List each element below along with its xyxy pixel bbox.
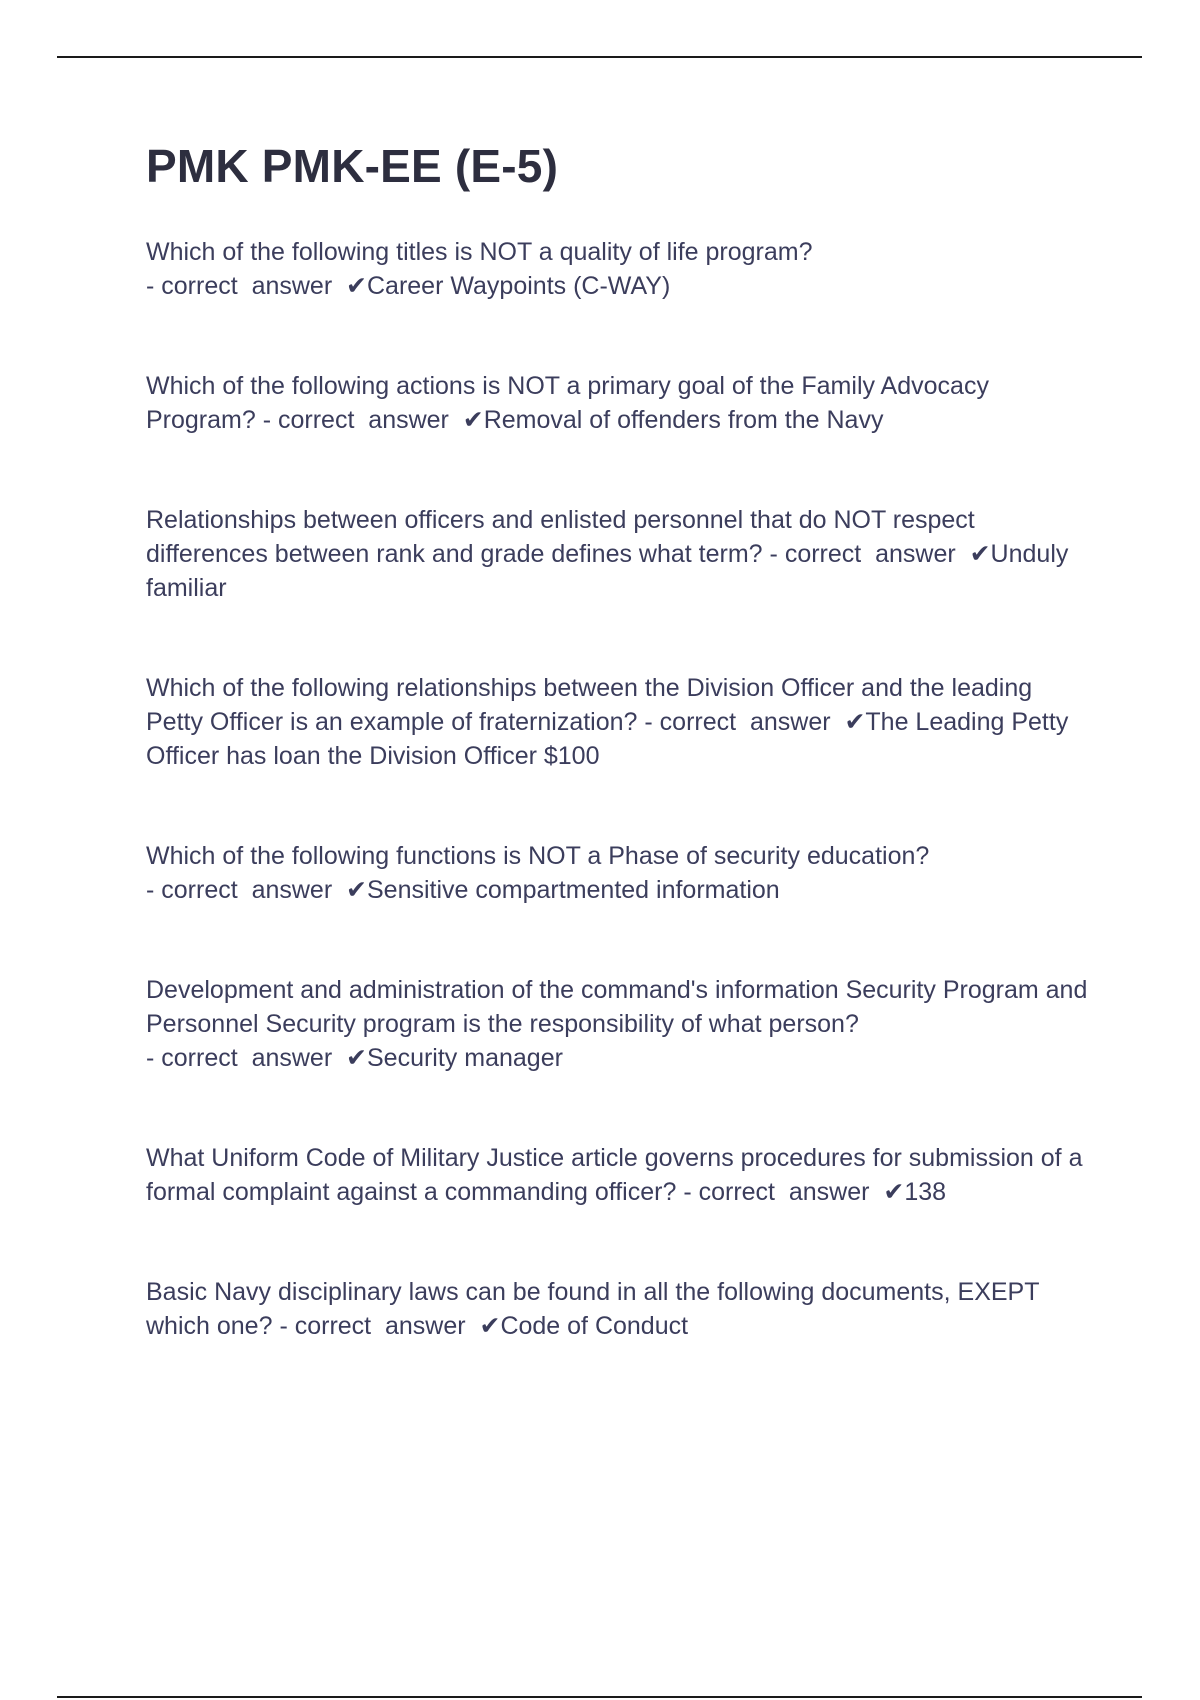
answer-marker: - correct answer ✔	[644, 707, 866, 736]
answer-marker: - correct answer ✔	[279, 1311, 501, 1340]
document-title: PMK PMK-EE (E-5)	[146, 140, 559, 192]
question-text: Development and administration of the command's information Security Program and Personnel Security program is the responsibility of what person?	[146, 975, 1088, 1038]
qa-item	[146, 973, 1096, 1075]
question-text: Basic Navy disciplinary laws can be found in all the following documents, EXEPT which one?	[146, 1277, 1040, 1340]
answer-text: Security manager	[367, 1043, 563, 1072]
qa-item	[146, 671, 1096, 773]
qa-item	[146, 369, 1096, 437]
qa-item	[146, 839, 1096, 907]
answer-marker: - correct answer ✔	[769, 539, 991, 568]
answer-text: Sensitive compartmented information	[367, 875, 780, 904]
question-text: What Uniform Code of Military Justice article governs procedures for submission of a formal complaint against a commanding officer?	[146, 1143, 1083, 1206]
top-rule	[57, 56, 1142, 58]
qa-item	[146, 503, 1096, 605]
bottom-rule	[57, 1696, 1142, 1698]
answer-marker: - correct answer ✔	[146, 875, 367, 904]
answer-marker: - correct answer ✔	[146, 1043, 367, 1072]
answer-text: The Leading Petty Officer has loan the Division Officer $100	[146, 707, 1069, 770]
question-text: Which of the following functions is NOT a Phase of security education?	[146, 841, 930, 870]
question-text: Which of the following actions is NOT a primary goal of the Family Advocacy Program?	[146, 371, 989, 434]
answer-marker: - correct answer ✔	[683, 1177, 905, 1206]
question-text: Relationships between officers and enlisted personnel that do NOT respect differences between rank and grade defines what term?	[146, 505, 975, 568]
qa-item	[146, 1275, 1096, 1343]
answer-text: Unduly familiar	[146, 539, 1069, 602]
answer-marker: - correct answer ✔	[146, 271, 367, 300]
answer-text: 138	[904, 1177, 947, 1206]
answer-text: Removal of offenders from the Navy	[483, 405, 884, 434]
qa-item	[146, 235, 1096, 303]
qa-item	[146, 1141, 1096, 1209]
question-text: Which of the following relationships between the Division Officer and the leading Petty Officer is an example of fraternization?	[146, 673, 1033, 736]
document-body	[146, 140, 1096, 1409]
answer-marker: - correct answer ✔	[262, 405, 484, 434]
question-text: Which of the following titles is NOT a quality of life program?	[146, 237, 813, 266]
answer-text: Code of Conduct	[500, 1311, 689, 1340]
answer-text: Career Waypoints (C-WAY)	[367, 271, 671, 300]
